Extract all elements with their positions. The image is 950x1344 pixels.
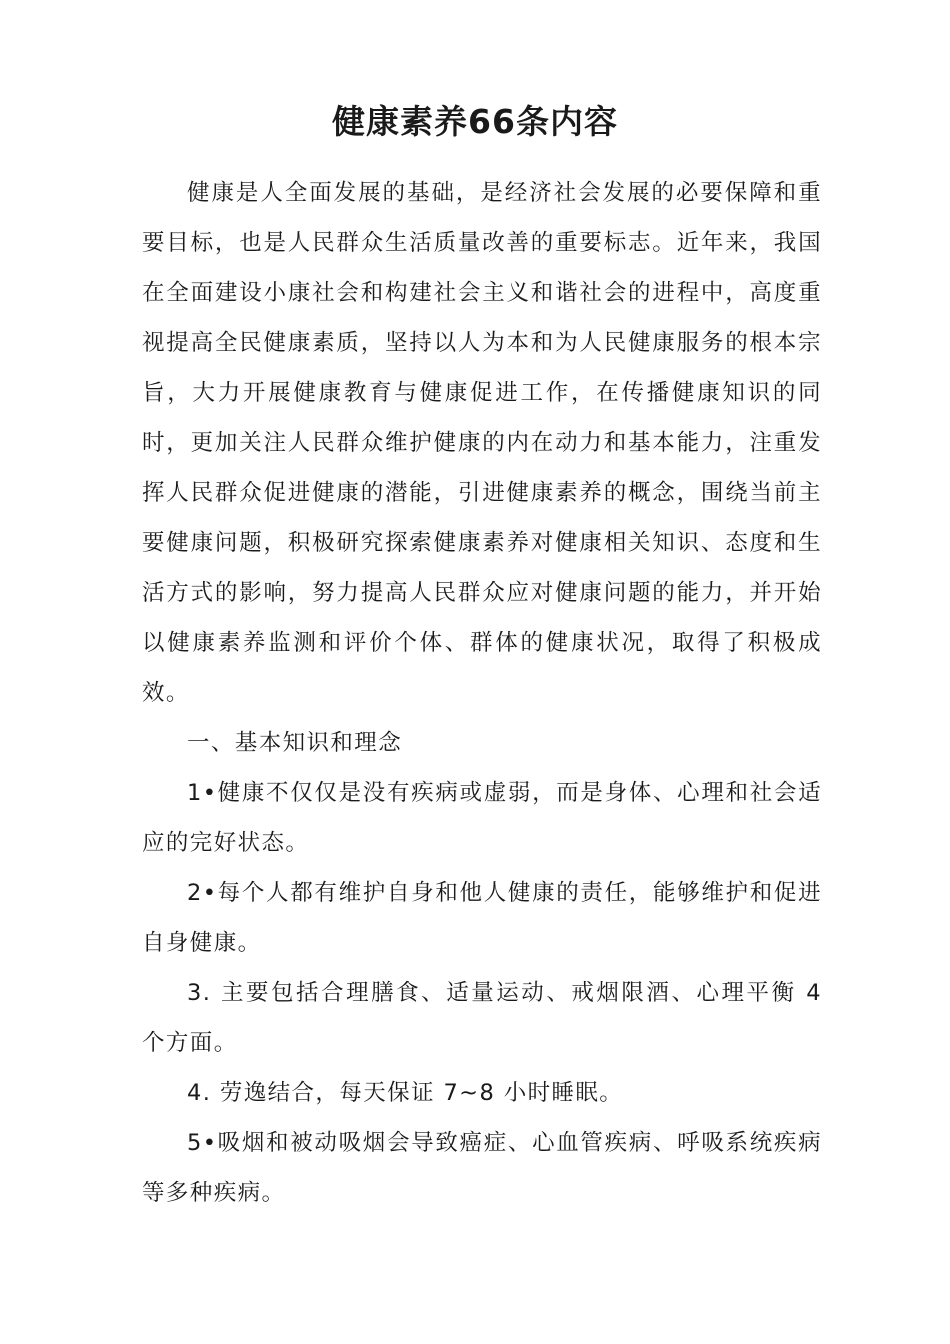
list-item: 2•每个人都有维护自身和他人健康的责任，能够维护和促进自身健康。 <box>142 880 822 956</box>
intro-paragraph: 健康是人全面发展的基础，是经济社会发展的必要保障和重要目标，也是人民群众生活质量改善的重要标志。近年来，我国在全面建设小康社会和构建社会主义和谐社会的进程中，高度重视提高全民健康素质，坚持以人为本和为人民健康服务的根本宗旨，大力开展健康教育与健康促进工作，在传播健康知识的同时，更加关注人民群众维护健康的内在动力和基本能力，注重发挥人民群众促进健康的潜能，引进健康素养的概念，围绕当前主要健康问题，积极研究探索健康素养对健康相关知识、态度和生活方式的影响，努力提高人民群众应对健康问题的能力，并开始以健康素养监测和评价个体、群体的健康状况，取得了积极成效。 <box>142 180 822 706</box>
document-body <box>142 168 822 1218</box>
document-title: 健康素养66条内容 <box>332 102 618 141</box>
section-heading: 一、基本知识和理念 <box>187 730 403 756</box>
list-item: 4. 劳逸结合，每天保证 7~8 小时睡眠。 <box>187 1080 624 1106</box>
list-item: 5•吸烟和被动吸烟会导致癌症、心血管疾病、呼吸系统疾病等多种疾病。 <box>142 1130 822 1206</box>
list-item: 3. 主要包括合理膳食、适量运动、戒烟限酒、心理平衡 4 个方面。 <box>142 980 822 1056</box>
list-item: 1•健康不仅仅是没有疾病或虚弱，而是身体、心理和社会适应的完好状态。 <box>142 780 822 856</box>
